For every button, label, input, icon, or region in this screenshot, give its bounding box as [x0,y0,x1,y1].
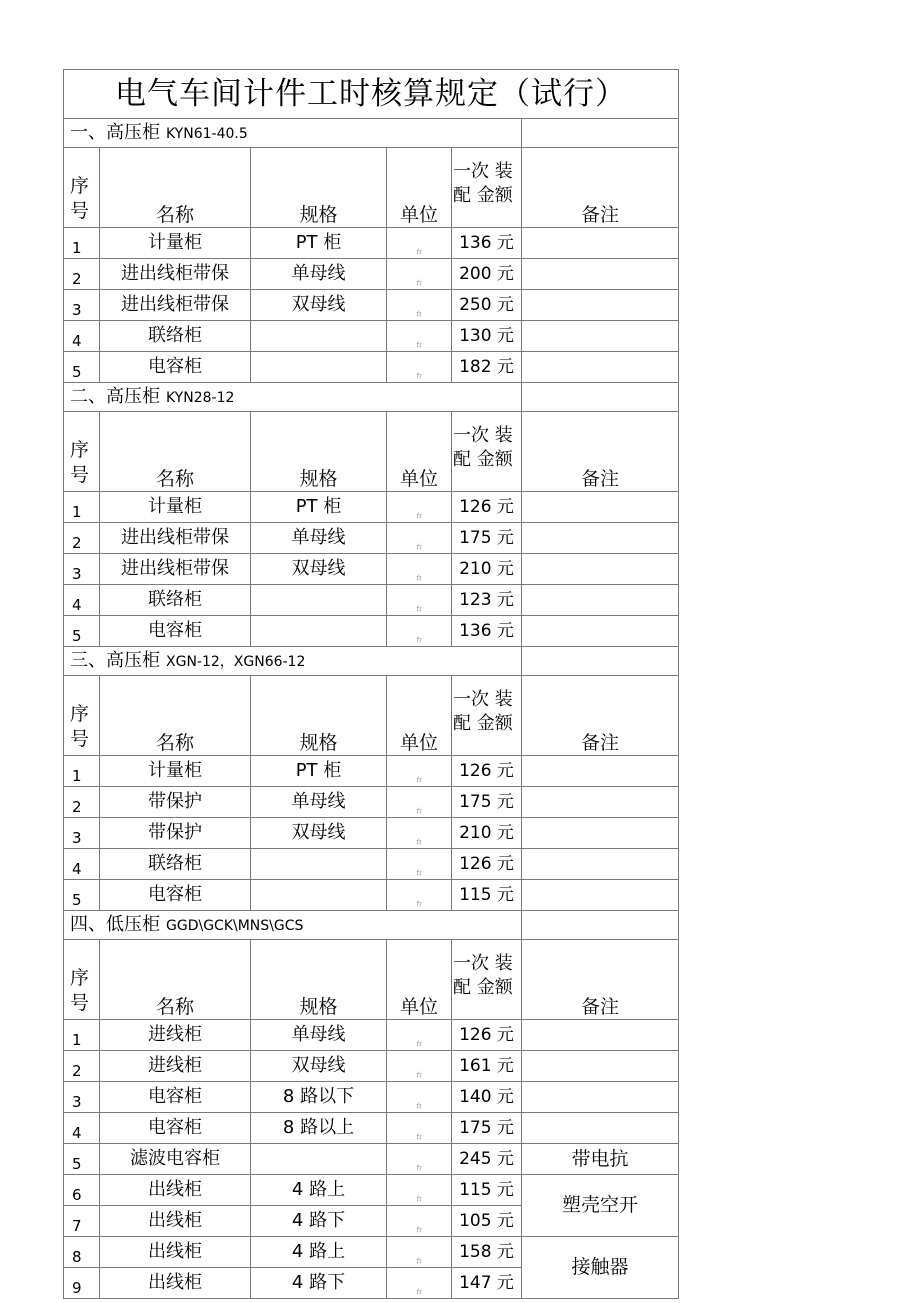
row-seq: 3 [64,554,100,585]
row-spec: 双母线 [251,554,387,585]
row-name: 进出线柜带保 [100,523,251,554]
row-spec: 单母线 [251,787,387,818]
row-unit: 台 [387,818,452,849]
column-header-row [64,940,679,1020]
row-unit: 台 [387,321,452,352]
row-amount: 161 元 [452,1051,522,1082]
row-amount: 115 元 [452,1175,522,1206]
row-name: 进线柜 [100,1020,251,1051]
row-unit: 台 [387,849,452,880]
section-title [64,911,522,940]
section-model: GGD\GCK\MNS\GCS [166,918,304,934]
row-note [522,585,679,616]
row-note [522,259,679,290]
row-seq: 5 [64,616,100,647]
header-seq: 序 号 [64,940,100,1020]
row-spec: 单母线 [251,259,387,290]
row-amount: 210 元 [452,818,522,849]
row-note: 带电抗 [522,1144,679,1175]
row-note [522,1082,679,1113]
row-unit: 台 [387,880,452,911]
row-name: 联络柜 [100,321,251,352]
row-note [522,523,679,554]
row-note: 接触器 [522,1237,679,1299]
row-spec [251,585,387,616]
page-title: 电气车间计件工时核算规定（试行） [64,70,679,119]
row-spec: 4 路下 [251,1206,387,1237]
header-name: 名称 [100,676,251,756]
row-name: 进出线柜带保 [100,554,251,585]
header-name: 名称 [100,148,251,228]
row-unit: 台 [387,787,452,818]
row-amount: 136 元 [452,616,522,647]
table-row [64,321,679,352]
row-seq: 1 [64,1020,100,1051]
row-spec [251,849,387,880]
pricing-table [63,69,679,1299]
row-amount: 105 元 [452,1206,522,1237]
row-name: 进出线柜带保 [100,259,251,290]
row-name: 电容柜 [100,1113,251,1144]
row-seq: 4 [64,849,100,880]
row-name: 进出线柜带保 [100,290,251,321]
row-seq: 1 [64,228,100,259]
row-unit: 台 [387,259,452,290]
row-amount: 126 元 [452,492,522,523]
row-amount: 123 元 [452,585,522,616]
row-amount: 200 元 [452,259,522,290]
table-row [64,616,679,647]
section-model: KYN61-40.5 [166,126,248,142]
header-unit: 单位 [387,412,452,492]
row-note [522,228,679,259]
row-seq: 8 [64,1237,100,1268]
row-spec: 8 路以上 [251,1113,387,1144]
column-header-row [64,148,679,228]
row-name: 出线柜 [100,1175,251,1206]
row-note [522,1051,679,1082]
table-row [64,352,679,383]
row-amount: 147 元 [452,1268,522,1299]
header-spec: 规格 [251,412,387,492]
table-row [64,1175,679,1206]
row-seq: 3 [64,290,100,321]
table-row [64,818,679,849]
row-name: 联络柜 [100,849,251,880]
row-note [522,849,679,880]
row-name: 计量柜 [100,228,251,259]
column-header-row [64,676,679,756]
row-spec: 8 路以下 [251,1082,387,1113]
row-seq: 3 [64,1082,100,1113]
row-spec: 4 路下 [251,1268,387,1299]
row-unit: 台 [387,1020,452,1051]
row-amount: 158 元 [452,1237,522,1268]
header-amount: 一次 装 配 金额 [452,940,522,1020]
row-name: 电容柜 [100,352,251,383]
row-name: 出线柜 [100,1237,251,1268]
header-unit: 单位 [387,148,452,228]
row-name: 电容柜 [100,616,251,647]
row-note [522,1020,679,1051]
table-row [64,554,679,585]
row-unit: 台 [387,616,452,647]
table-row [64,880,679,911]
table-row [64,1113,679,1144]
row-seq: 5 [64,352,100,383]
section-model: XGN-12，XGN66-12 [166,654,306,670]
row-spec: PT 柜 [251,492,387,523]
header-note: 备注 [522,676,679,756]
row-name: 出线柜 [100,1206,251,1237]
header-name: 名称 [100,412,251,492]
header-amount: 一次 装 配 金额 [452,412,522,492]
header-spec: 规格 [251,676,387,756]
section-note-cell [522,647,679,676]
header-seq: 序 号 [64,148,100,228]
row-spec [251,1144,387,1175]
row-amount: 130 元 [452,321,522,352]
row-seq: 7 [64,1206,100,1237]
row-spec: 双母线 [251,290,387,321]
row-unit: 台 [387,1113,452,1144]
row-spec: 双母线 [251,818,387,849]
table-row [64,1237,679,1268]
row-note [522,787,679,818]
row-unit: 台 [387,1144,452,1175]
row-spec: 单母线 [251,1020,387,1051]
row-unit: 台 [387,1082,452,1113]
row-note [522,352,679,383]
header-spec: 规格 [251,148,387,228]
table-row [64,849,679,880]
row-spec: 4 路上 [251,1175,387,1206]
section-header [64,383,679,412]
header-name: 名称 [100,940,251,1020]
row-name: 电容柜 [100,1082,251,1113]
row-note [522,1113,679,1144]
row-seq: 4 [64,585,100,616]
row-unit: 台 [387,1268,452,1299]
row-unit: 台 [387,554,452,585]
row-unit: 台 [387,585,452,616]
row-name: 电容柜 [100,880,251,911]
section-note-cell [522,911,679,940]
row-name: 滤波电容柜 [100,1144,251,1175]
row-name: 联络柜 [100,585,251,616]
table-row [64,1051,679,1082]
table-row [64,290,679,321]
table-row [64,1144,679,1175]
row-unit: 台 [387,1051,452,1082]
table-row [64,585,679,616]
row-unit: 台 [387,1175,452,1206]
section-title [64,647,522,676]
section-label: 四、低压柜 [70,914,160,935]
header-seq: 序 号 [64,412,100,492]
row-note [522,492,679,523]
column-header-row [64,412,679,492]
section-header [64,911,679,940]
table-row [64,787,679,818]
table-row [64,492,679,523]
row-unit: 台 [387,492,452,523]
section-model: KYN28-12 [166,390,235,406]
row-amount: 250 元 [452,290,522,321]
header-unit: 单位 [387,940,452,1020]
row-seq: 6 [64,1175,100,1206]
row-amount: 175 元 [452,523,522,554]
header-note: 备注 [522,940,679,1020]
row-note [522,616,679,647]
section-label: 三、高压柜 [70,650,160,671]
row-unit: 台 [387,1206,452,1237]
row-seq: 9 [64,1268,100,1299]
row-unit: 台 [387,1237,452,1268]
section-note-cell [522,383,679,412]
header-note: 备注 [522,412,679,492]
row-seq: 2 [64,259,100,290]
row-unit: 台 [387,756,452,787]
row-name: 计量柜 [100,756,251,787]
row-seq: 4 [64,321,100,352]
row-unit: 台 [387,290,452,321]
header-seq: 序 号 [64,676,100,756]
section-title [64,119,522,148]
section-header [64,119,679,148]
row-seq: 2 [64,787,100,818]
table-row [64,1082,679,1113]
row-name: 带保护 [100,818,251,849]
row-amount: 115 元 [452,880,522,911]
header-spec: 规格 [251,940,387,1020]
row-seq: 5 [64,1144,100,1175]
row-amount: 126 元 [452,849,522,880]
row-seq: 1 [64,756,100,787]
row-spec [251,352,387,383]
row-amount: 210 元 [452,554,522,585]
row-spec: PT 柜 [251,756,387,787]
header-amount: 一次 装 配 金额 [452,148,522,228]
row-amount: 136 元 [452,228,522,259]
header-unit: 单位 [387,676,452,756]
table-row [64,228,679,259]
row-amount: 175 元 [452,1113,522,1144]
row-amount: 182 元 [452,352,522,383]
row-seq: 4 [64,1113,100,1144]
header-note: 备注 [522,148,679,228]
row-unit: 台 [387,352,452,383]
row-spec: PT 柜 [251,228,387,259]
row-seq: 3 [64,818,100,849]
section-header [64,647,679,676]
row-unit: 台 [387,523,452,554]
row-spec [251,880,387,911]
header-amount: 一次 装 配 金额 [452,676,522,756]
row-name: 出线柜 [100,1268,251,1299]
row-unit: 台 [387,228,452,259]
row-spec: 单母线 [251,523,387,554]
row-note [522,290,679,321]
table-row [64,756,679,787]
table-row [64,259,679,290]
row-amount: 126 元 [452,756,522,787]
row-name: 进线柜 [100,1051,251,1082]
row-seq: 2 [64,1051,100,1082]
row-seq: 5 [64,880,100,911]
row-amount: 126 元 [452,1020,522,1051]
row-note: 塑壳空开 [522,1175,679,1237]
row-seq: 2 [64,523,100,554]
row-name: 带保护 [100,787,251,818]
section-title [64,383,522,412]
row-note [522,554,679,585]
table-row [64,1020,679,1051]
row-note [522,818,679,849]
row-spec: 双母线 [251,1051,387,1082]
section-note-cell [522,119,679,148]
table-row [64,523,679,554]
row-note [522,321,679,352]
row-name: 计量柜 [100,492,251,523]
row-note [522,756,679,787]
row-spec [251,616,387,647]
row-amount: 140 元 [452,1082,522,1113]
row-seq: 1 [64,492,100,523]
row-note [522,880,679,911]
section-label: 一、高压柜 [70,122,160,143]
row-amount: 245 元 [452,1144,522,1175]
row-spec [251,321,387,352]
row-amount: 175 元 [452,787,522,818]
section-label: 二、高压柜 [70,386,160,407]
row-spec: 4 路上 [251,1237,387,1268]
